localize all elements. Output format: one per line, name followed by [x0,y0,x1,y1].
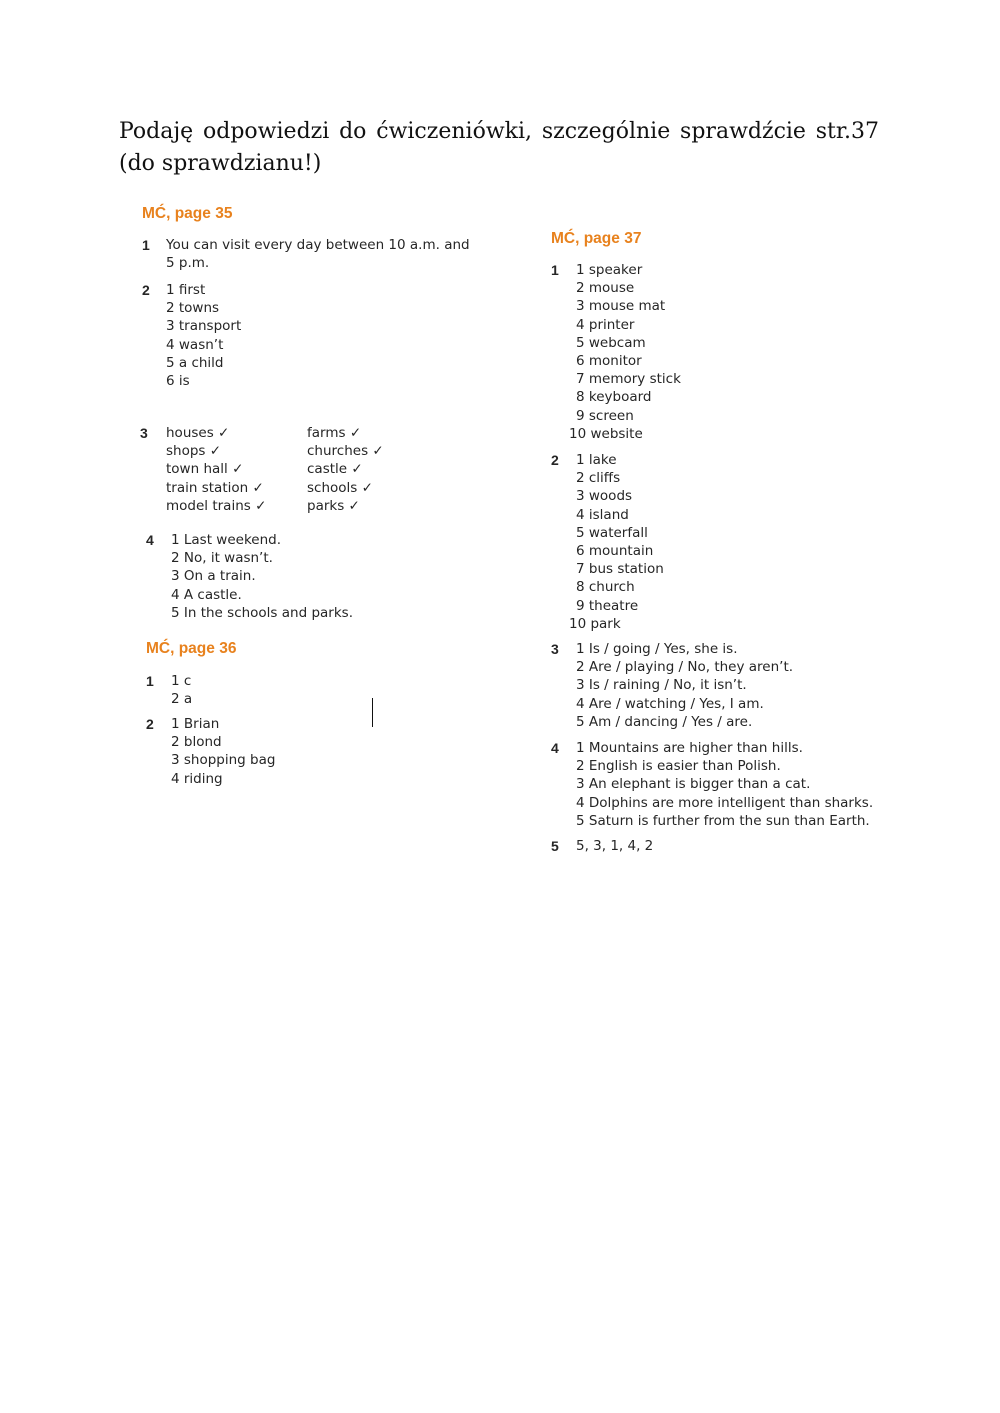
page35-ex2-answers [166,281,241,390]
answer-line: You can visit every day between 10 a.m. and [166,237,470,253]
answer-item: 5 waterfall [576,524,648,541]
answer-item: 5 Saturn is further from the sun than Earth. [576,812,870,829]
answer-item: 9 theatre [576,597,639,614]
answer-item: 6 mountain [576,542,654,559]
answer-item: train station ✓ [166,479,264,496]
text-cursor [372,698,373,727]
page37-ex2-answers [569,451,664,633]
page35-ex3-column-1 [166,424,266,515]
answer-item: 6 is [166,372,190,389]
answer-item: 2 No, it wasn’t. [171,550,273,567]
answer-item: model trains ✓ [166,497,267,514]
page37-ex5-answer: 5, 3, 1, 4, 2 [576,838,654,854]
section-title-page-36: MĆ, page 36 [146,640,237,657]
page35-ex1-answer [166,236,470,272]
answer-item: 5 Am / dancing / Yes / are. [576,713,753,730]
page37-ex3-answers [576,640,793,731]
answer-item: 2 towns [166,300,220,317]
page37-ex1-answers [569,261,681,443]
answer-item: 1 Brian [171,716,220,732]
answer-item: 6 monitor [576,352,642,369]
exercise-number: 2 [551,452,559,468]
intro-paragraph: Podaję odpowiedzi do ćwiczeniówki, szczególnie sprawdźcie str.37 (do sprawdzianu!) [119,119,879,176]
exercise-number: 1 [142,237,150,253]
page37-ex4-answers [576,739,873,830]
answer-item: 2 cliffs [576,470,621,487]
answer-item: 4 riding [171,770,223,787]
answer-item: 2 a [171,691,193,708]
answer-item: 2 English is easier than Polish. [576,758,781,775]
answer-item: 1 first [166,282,206,298]
answer-item: 5 In the schools and parks. [171,604,353,621]
answer-item: schools ✓ [307,479,373,496]
page35-ex3-column-2 [307,424,384,515]
section-title-page-35: MĆ, page 35 [142,205,233,222]
answer-item: 1 lake [576,452,617,468]
answer-item: 9 screen [576,407,634,424]
answer-item: shops ✓ [166,443,222,460]
answer-item: parks ✓ [307,497,360,514]
page36-ex1-answers [171,672,192,708]
answer-item: 2 mouse [576,280,635,297]
answer-item: 1 Mountains are higher than hills. [576,740,803,756]
answer-item: castle ✓ [307,461,363,478]
answer-item: 10 website [569,425,643,442]
answer-item: 3 mouse mat [576,298,666,315]
exercise-number: 1 [146,673,154,689]
answer-item: 5 a child [166,354,224,371]
answer-item: churches ✓ [307,443,384,460]
answer-item: 4 island [576,506,629,523]
answer-item: 3 Is / raining / No, it isn’t. [576,677,747,694]
answer-item: 8 keyboard [576,389,652,406]
answer-item: 3 woods [576,488,633,505]
answer-item: 3 transport [166,318,242,335]
answer-item: 4 A castle. [171,586,242,603]
exercise-number: 4 [551,740,559,756]
exercise-number: 2 [146,716,154,732]
page35-ex4-answers [171,531,353,622]
answer-item: 8 church [576,579,635,596]
exercise-number: 4 [146,532,154,548]
answer-item: 4 wasn’t [166,336,224,353]
answer-line: 5 p.m. [166,255,210,272]
answer-item: 4 Are / watching / Yes, I am. [576,695,764,712]
answer-item: 3 On a train. [171,568,256,585]
answer-item: 1 speaker [576,262,643,278]
section-title-page-37: MĆ, page 37 [551,230,642,247]
answer-item: 4 Dolphins are more intelligent than sharks. [576,794,874,811]
exercise-number: 5 [551,838,559,854]
answer-item: 7 memory stick [576,371,681,388]
exercise-number: 1 [551,262,559,278]
answer-item: 1 Is / going / Yes, she is. [576,641,738,657]
answer-item: 7 bus station [576,561,664,578]
answer-item: 2 blond [171,734,222,751]
exercise-number: 3 [551,641,559,657]
page36-ex2-answers [171,715,275,788]
answer-item: houses ✓ [166,425,230,441]
answer-item: 3 An elephant is bigger than a cat. [576,776,811,793]
answer-item: 3 shopping bag [171,752,276,769]
answer-item: 1 c [171,673,192,689]
answer-item: 1 Last weekend. [171,532,282,548]
answer-item: farms ✓ [307,425,362,441]
answer-item: 5 webcam [576,334,646,351]
exercise-number: 2 [142,282,150,298]
answer-item: 2 Are / playing / No, they aren’t. [576,659,794,676]
answer-item: 4 printer [576,316,635,333]
exercise-number: 3 [140,425,148,441]
answer-item: 10 park [569,615,621,632]
answer-item: town hall ✓ [166,461,244,478]
